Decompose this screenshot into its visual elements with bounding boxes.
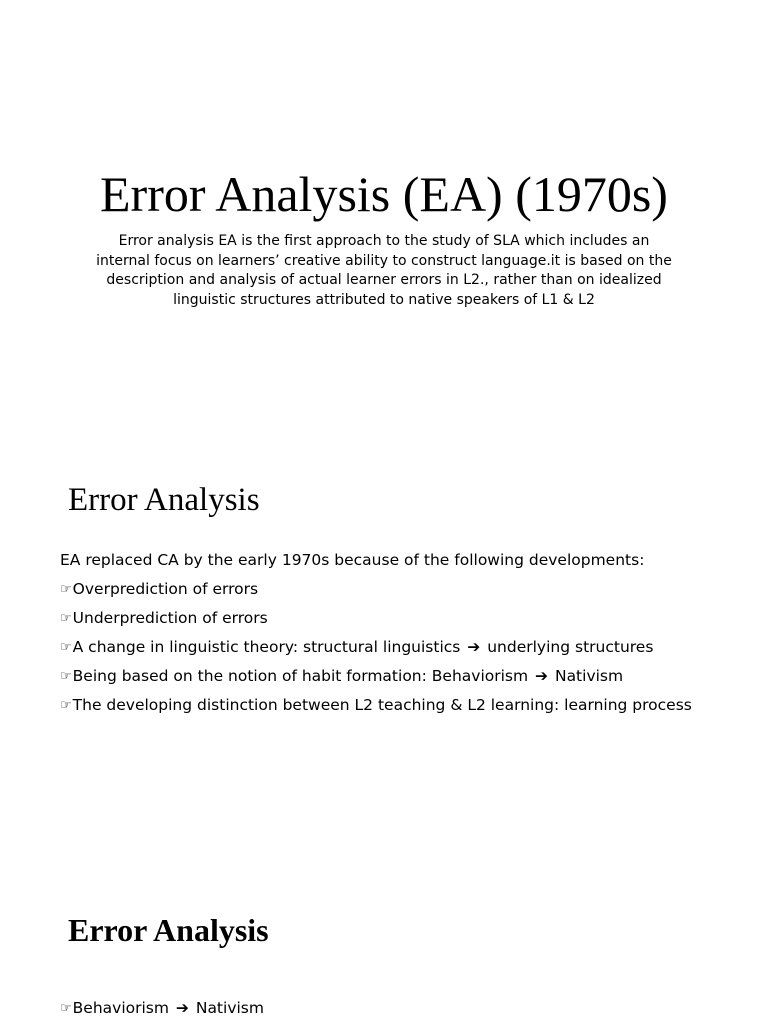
pointing-hand-icon: ☞	[60, 611, 72, 626]
slide-2-intro-text: EA replaced CA by the early 1970s because of the following developments:	[60, 551, 645, 569]
slide-1-title: Error Analysis (EA) (1970s)	[100, 166, 668, 222]
slide-1-subtitle: Error analysis EA is the first approach to the study of SLA which includes an internal focus on learners’ creative ability to construct language.it is based on the description and analysis of actual learner errors in L2., rather than on idealized linguistic structures attributed to native speakers of L1 & L2	[96, 233, 672, 308]
list-item-text: Being based on the notion of habit formation: Behaviorism	[72, 667, 529, 685]
list-item	[60, 994, 760, 1023]
list-item-text-after: Nativism	[554, 667, 624, 685]
list-item-text: The developing distinction between L2 teaching & L2 learning: learning process	[72, 696, 692, 714]
slide-1	[0, 0, 768, 340]
slide-3-title: Error Analysis	[68, 912, 269, 948]
list-item	[60, 575, 760, 604]
slide-2-body	[60, 546, 760, 720]
slide-2	[0, 460, 768, 740]
list-item	[60, 633, 760, 662]
list-item-text: Overprediction of errors	[72, 580, 259, 598]
list-item	[60, 604, 760, 633]
right-arrow-icon: ➔	[535, 667, 549, 685]
list-item	[60, 691, 760, 720]
list-item	[60, 662, 760, 691]
list-item-text: Underprediction of errors	[72, 609, 268, 627]
slide-2-intro	[60, 546, 760, 575]
list-item-text: Behaviorism	[72, 999, 169, 1017]
right-arrow-icon: ➔	[467, 638, 481, 656]
pointing-hand-icon: ☞	[60, 669, 72, 684]
slide-3-body	[60, 994, 760, 1023]
pointing-hand-icon: ☞	[60, 698, 72, 713]
list-item-text-after: underlying structures	[487, 638, 654, 656]
pointing-hand-icon: ☞	[60, 640, 72, 655]
slide-3	[0, 890, 768, 1024]
list-item-text: A change in linguistic theory: structural linguistics	[72, 638, 461, 656]
pointing-hand-icon: ☞	[60, 582, 72, 597]
slide-2-title: Error Analysis	[68, 482, 260, 518]
list-item-text-after: Nativism	[195, 999, 264, 1017]
pointing-hand-icon: ☞	[60, 1001, 72, 1016]
right-arrow-icon: ➔	[175, 999, 189, 1017]
